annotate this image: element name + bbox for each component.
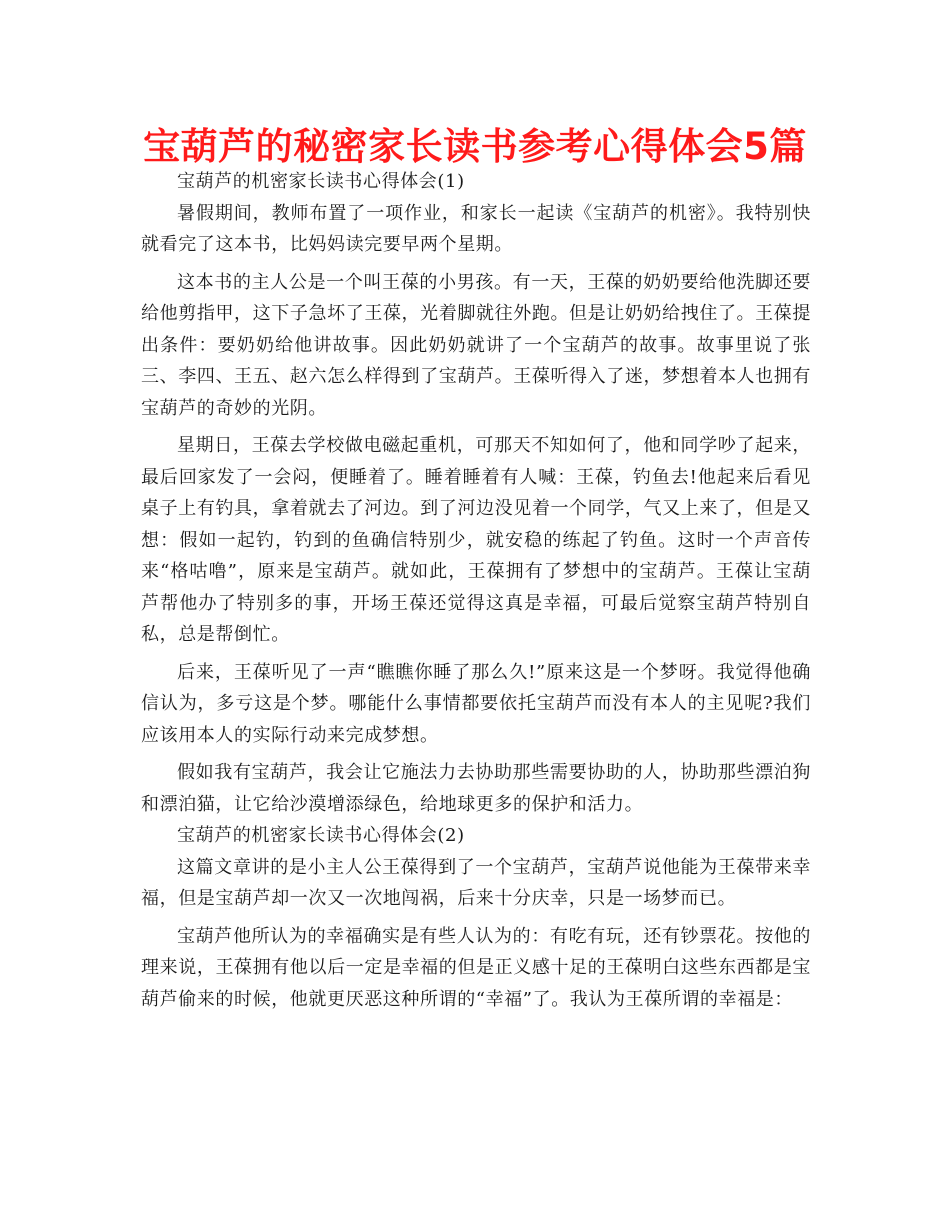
paragraph: 暑假期间，教师布置了一项作业，和家长一起读《宝葫芦的机密》。我特别快就看完了这本书，比妈妈读完要早两个星期。 bbox=[141, 202, 811, 255]
document-body bbox=[141, 166, 811, 1015]
paragraph: 假如我有宝葫芦，我会让它施法力去协助那些需要协助的人，协助那些漂泊狗和漂泊猫，让它给沙漠增添绿色，给地球更多的保护和活力。 bbox=[141, 762, 811, 815]
document-title: 宝葫芦的秘密家长读书参考心得体会5篇 bbox=[143, 125, 807, 168]
paragraph: 宝葫芦他所认为的幸福确实是有些人认为的：有吃有玩，还有钞票花。按他的理来说，王葆拥有他以后一定是幸福的但是正义感十足的王葆明白这些东西都是宝葫芦偷来的时候，他就更厌恶这种所谓的“幸福”了。我认为王葆所谓的幸福是： bbox=[141, 925, 811, 1010]
paragraph: 这篇文章讲的是小主人公王葆得到了一个宝葫芦，宝葫芦说他能为王葆带来幸福，但是宝葫芦却一次又一次地闯祸，后来十分庆幸，只是一场梦而已。 bbox=[141, 856, 811, 909]
paragraph: 星期日，王葆去学校做电磁起重机，可那天不知如何了，他和同学吵了起来，最后回家发了一会闷，便睡着了。睡着睡着有人喊：王葆，钓鱼去!他起来后看见桌子上有钓具，拿着就去了河边。到了河边没见着一个同学，气又上来了，但是又想：假如一起钓，钓到的鱼确信特别少，就安稳的练起了钓鱼。这时一个声音传来“格咕噜”，原来是宝葫芦。就如此，王葆拥有了梦想中的宝葫芦。王葆让宝葫芦帮他办了特别多的事，开场王葆还觉得这真是幸福，可最后觉察宝葫芦特别自私，总是帮倒忙。 bbox=[141, 435, 811, 645]
section-heading-1: 宝葫芦的机密家长读书心得体会(1) bbox=[177, 171, 465, 192]
paragraph: 后来，王葆听见了一声“瞧瞧你睡了那么久!”原来这是一个梦呀。我觉得他确信认为，多亏这是个梦。哪能什么事情都要依托宝葫芦而没有本人的主见呢?我们应该用本人的实际行动来完成梦想。 bbox=[141, 661, 811, 746]
paragraph: 这本书的主人公是一个叫王葆的小男孩。有一天，王葆的奶奶要给他洗脚还要给他剪指甲，这下子急坏了王葆，光着脚就往外跑。但是让奶奶给拽住了。王葆提出条件：要奶奶给他讲故事。因此奶奶就讲了一个宝葫芦的故事。故事里说了张三、李四、王五、赵六怎么样得到了宝葫芦。王葆听得入了迷，梦想着本人也拥有宝葫芦的奇妙的光阴。 bbox=[141, 271, 811, 419]
section-heading-2: 宝葫芦的机密家长读书心得体会(2) bbox=[177, 825, 465, 846]
